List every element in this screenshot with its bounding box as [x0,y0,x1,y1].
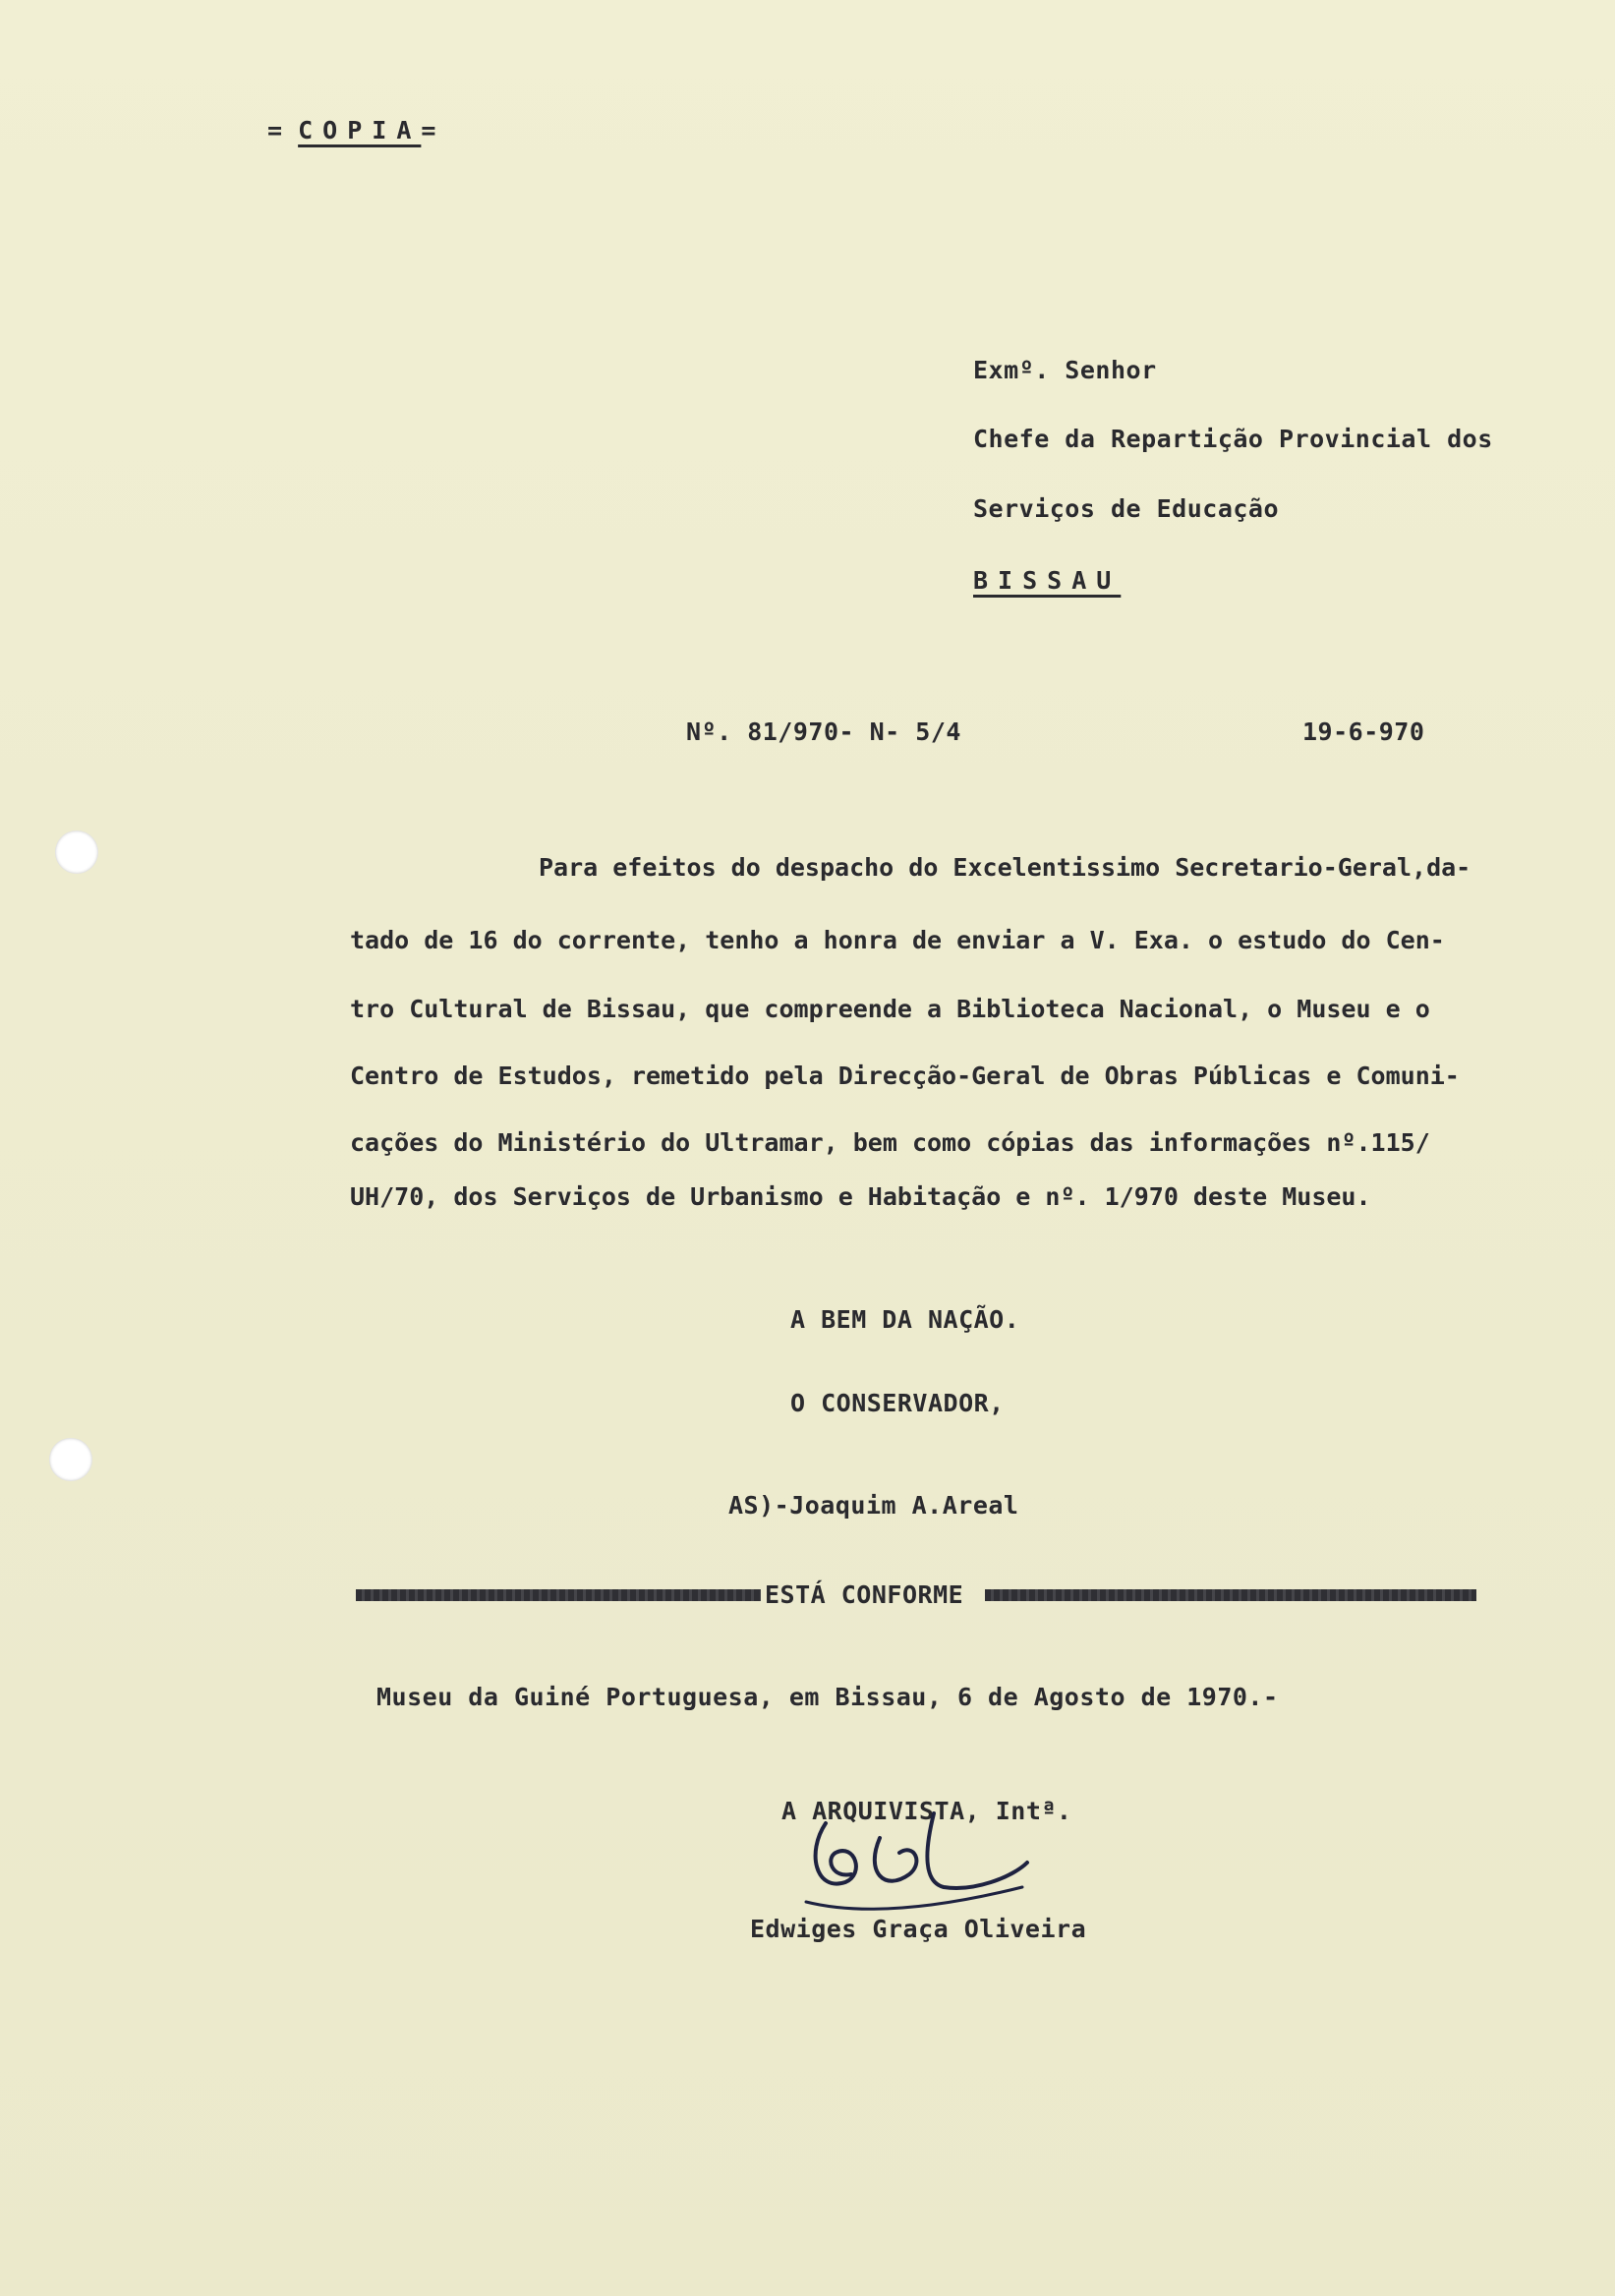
copy-heading-left: = [267,116,283,144]
certification-name: Edwiges Graça Oliveira [750,1915,1087,1943]
body-line-4: Centro de Estudos, remetido pela Direcção-Geral de Obras Públicas e Comuni- [350,1062,1460,1090]
copy-heading [267,116,436,144]
punch-hole-bottom [49,1438,92,1481]
addressee-salutation: Exmº. Senhor [973,356,1157,384]
conformity-rule-right [985,1589,1476,1601]
certification-place-date: Museu da Guiné Portuguesa, em Bissau, 6 de Agosto de 1970.- [376,1683,1279,1711]
handwritten-signature [786,1784,1042,1931]
body-line-5: cações do Ministério do Ultramar, bem como cópias das informações nº.115/ [350,1128,1430,1157]
addressee-line-1: Chefe da Repartição Provincial dos [973,425,1493,453]
body-line-2: tado de 16 do corrente, tenho a honra de enviar a V. Exa. o estudo do Cen- [350,926,1445,954]
body-line-6: UH/70, dos Serviços de Urbanismo e Habitação e nº. 1/970 deste Museu. [350,1182,1371,1211]
addressee-city: BISSAU [973,566,1122,595]
copy-heading-label: COPIA [298,116,422,144]
addressee-line-2: Serviços de Educação [973,494,1280,523]
conformity-rule-left [356,1589,761,1601]
closing-motto: A BEM DA NAÇÃO. [790,1305,1020,1334]
closing-signed: AS)-Joaquim A.Areal [728,1491,1019,1520]
reference-number: Nº. 81/970- N- 5/4 [686,718,961,746]
punch-hole-top [55,831,98,874]
body-line-1: Para efeitos do despacho do Excelentissimo Secretario-Geral,da- [539,853,1471,882]
body-line-3: tro Cultural de Bissau, que compreende a Biblioteca Nacional, o Museu e o [350,995,1430,1023]
conformity-label: ESTÁ CONFORME [765,1580,964,1609]
certification-role: A ARQUIVISTA, Intª. [781,1797,1072,1825]
closing-title: O CONSERVADOR, [790,1389,1005,1417]
copy-heading-right: = [421,116,436,144]
reference-date: 19-6-970 [1302,718,1425,746]
